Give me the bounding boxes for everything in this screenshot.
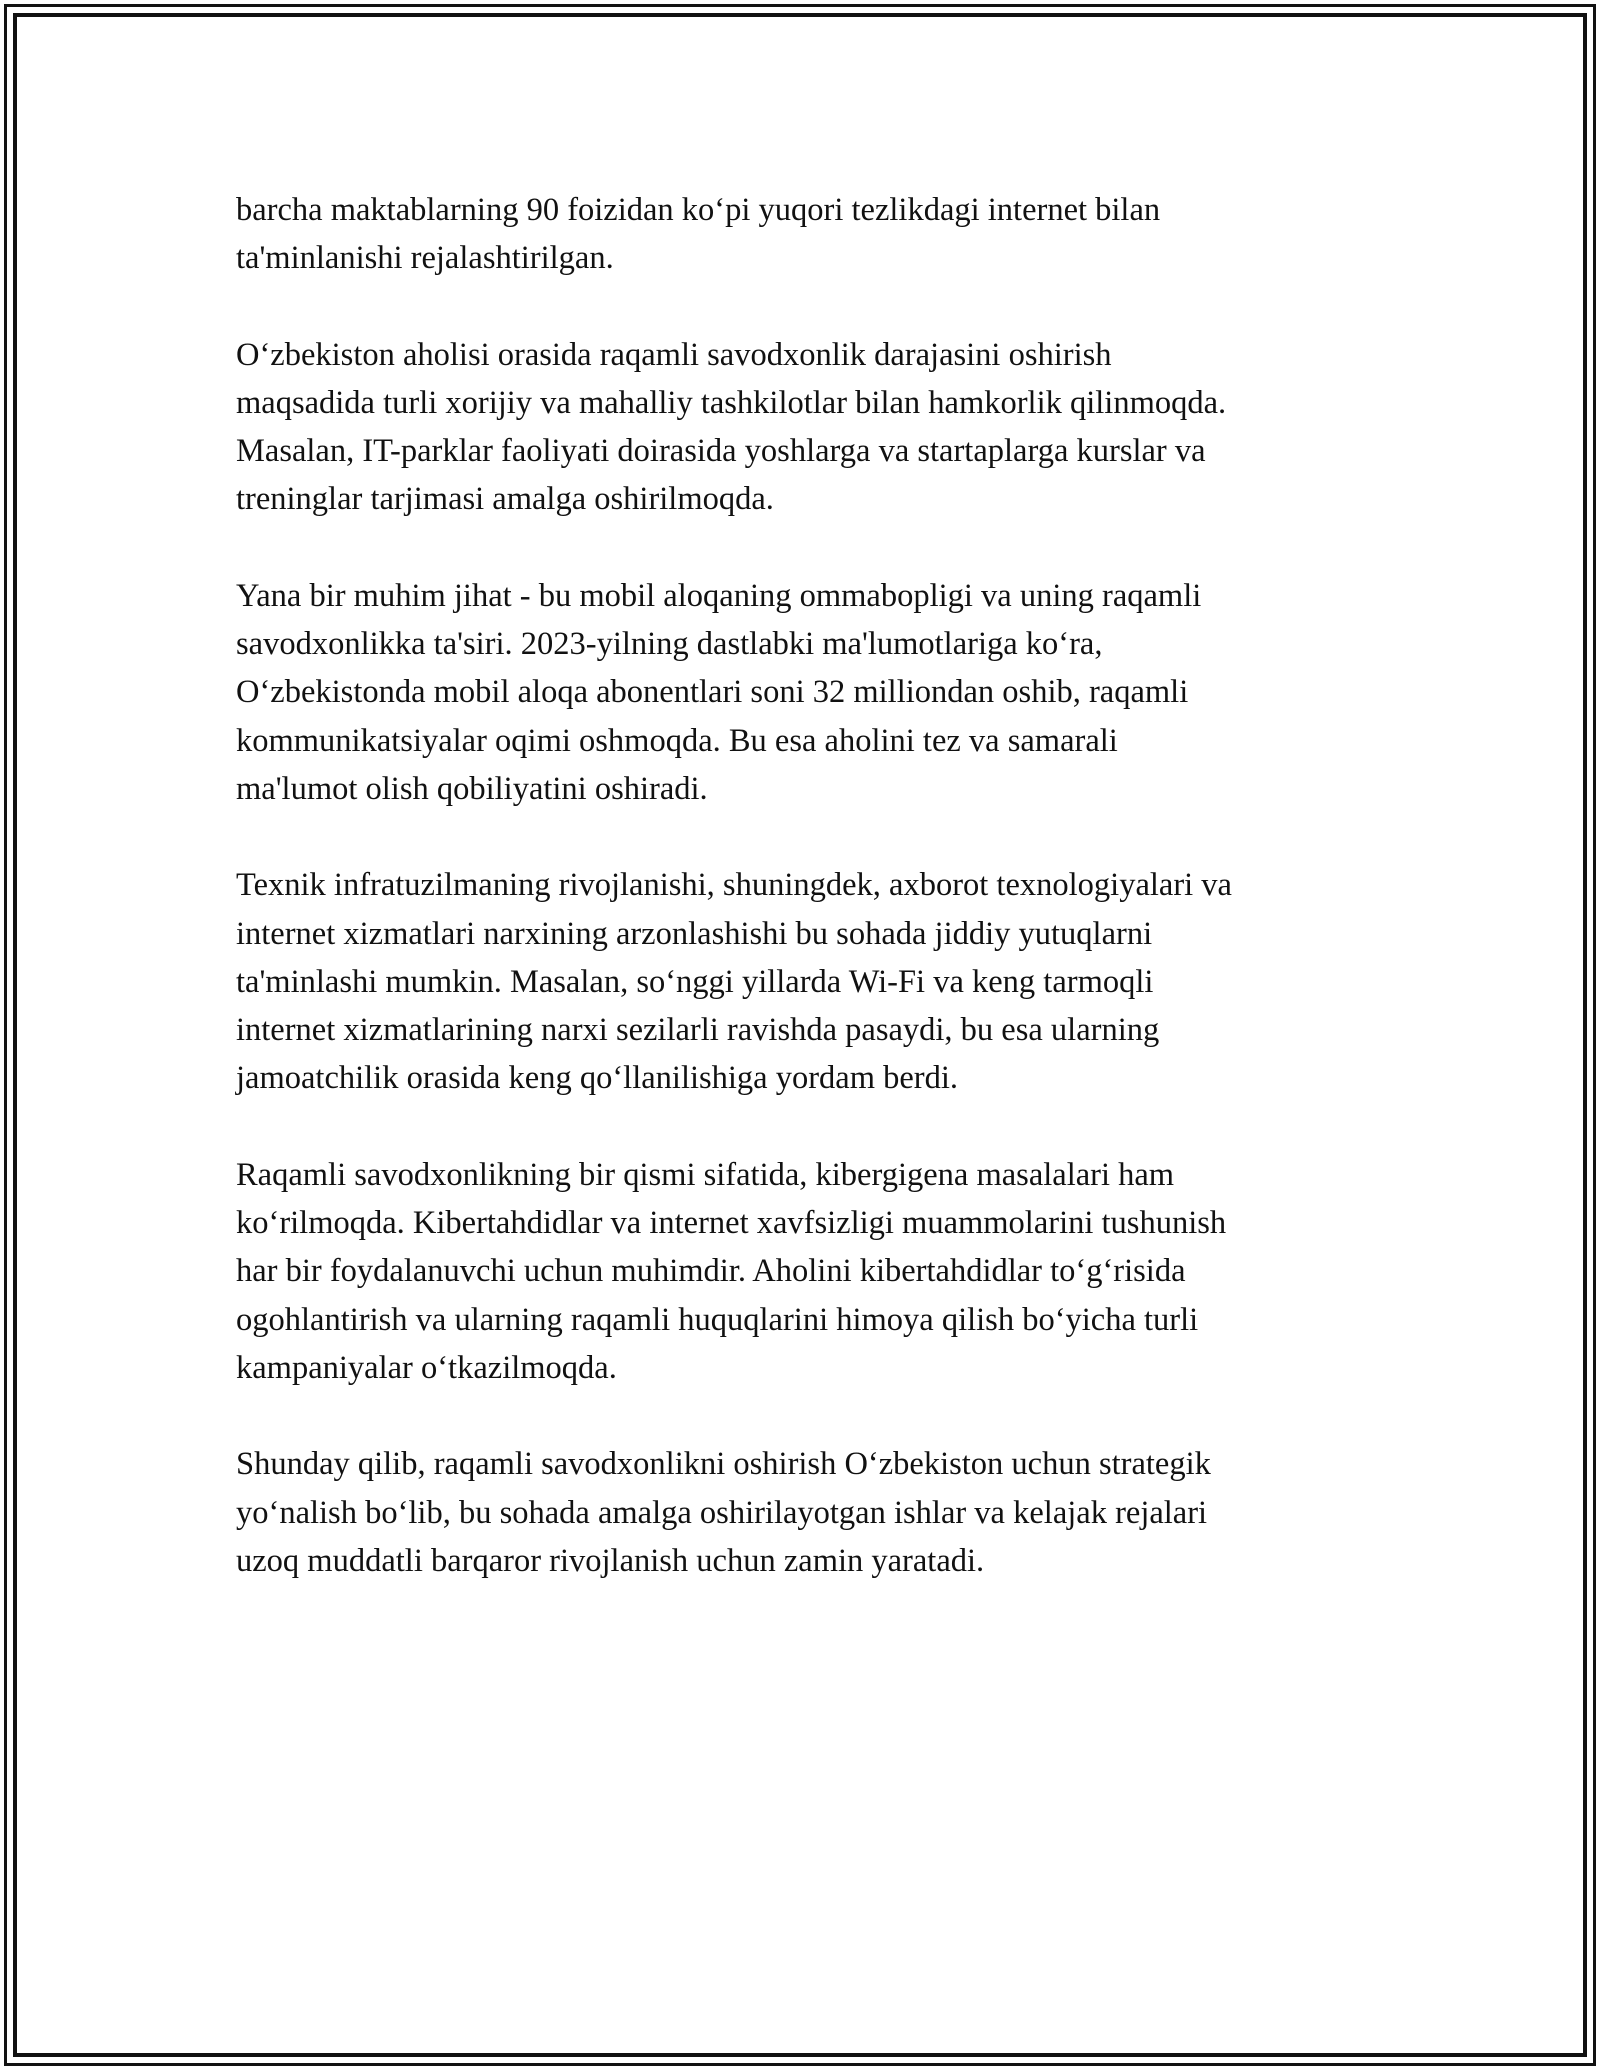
paragraph-line: kommunikatsiyalar oqimi oshmoqda. Bu esa aholini tez va samarali (236, 722, 1118, 759)
paragraph-5 (236, 1151, 1386, 1392)
paragraph-line: ta'minlashi mumkin. Masalan, so‘nggi yillarda Wi-Fi va keng tarmoqli (236, 963, 1154, 1000)
paragraph-3 (236, 572, 1386, 813)
paragraph-line: Raqamli savodxonlikning bir qismi sifatida, kibergigena masalalari ham (236, 1156, 1175, 1193)
paragraph-line: kampaniyalar o‘tkazilmoqda. (236, 1349, 617, 1386)
paragraph-line: barcha maktablarning 90 foizidan ko‘pi yuqori tezlikdagi internet bilan (236, 192, 1161, 228)
paragraph-line: O‘zbekiston aholisi orasida raqamli savodxonlik darajasini oshirish (236, 336, 1112, 373)
paragraph-line: yo‘nalish bo‘lib, bu sohada amalga oshirilayotgan ishlar va kelajak rejalari (236, 1494, 1208, 1531)
paragraph-line: ogohlantirish va ularning raqamli huquqlarini himoya qilish bo‘yicha turli (236, 1301, 1199, 1338)
paragraph-line: ta'minlanishi rejalashtirilgan. (236, 240, 614, 277)
paragraph-line: Shunday qilib, raqamli savodxonlikni oshirish O‘zbekiston uchun strategik (236, 1446, 1211, 1483)
paragraph-line: savodxonlikka ta'siri. 2023-yilning dastlabki ma'lumotlariga ko‘ra, (236, 626, 1103, 663)
paragraph-line: Texnik infratuzilmaning rivojlanishi, shuningdek, axborot texnologiyalari va (236, 867, 1232, 904)
paragraph-line: internet xizmatlari narxining arzonlashishi bu sohada jiddiy yutuqlarni (236, 915, 1153, 952)
paragraph-line: internet xizmatlarining narxi sezilarli ravishda pasaydi, bu esa ularning (236, 1012, 1160, 1049)
paragraph-6 (236, 1440, 1386, 1585)
paragraph-4 (236, 861, 1386, 1102)
paragraph-line: jamoatchilik orasida keng qo‘llanilishiga yordam berdi. (236, 1060, 959, 1097)
paragraph-line: O‘zbekistonda mobil aloqa abonentlari soni 32 milliondan oshib, raqamli (236, 674, 1189, 711)
paragraph-line: Masalan, IT-parklar faoliyati doirasida yoshlarga va startaplarga kurslar va (236, 433, 1206, 470)
paragraph-line: treninglar tarjimasi amalga oshirilmoqda. (236, 481, 774, 518)
paragraph-line: Yana bir muhim jihat - bu mobil aloqaning ommabopligi va uning raqamli (236, 577, 1202, 614)
document-body (236, 186, 1386, 1633)
paragraph-line: har bir foydalanuvchi uchun muhimdir. Aholini kibertahdidlar to‘g‘risida (236, 1253, 1186, 1290)
paragraph-line: ko‘rilmoqda. Kibertahdidlar va internet xavfsizligi muammolarini tushunish (236, 1205, 1227, 1242)
paragraph-line: maqsadida turli xorijiy va mahalliy tashkilotlar bilan hamkorlik qilinmoqda. (236, 384, 1227, 421)
paragraph-line: uzoq muddatli barqaror rivojlanish uchun zamin yaratadi. (236, 1542, 985, 1579)
paragraph-line: ma'lumot olish qobiliyatini oshiradi. (236, 770, 708, 807)
paragraph-2 (236, 331, 1386, 524)
paragraph-1 (236, 186, 1386, 283)
